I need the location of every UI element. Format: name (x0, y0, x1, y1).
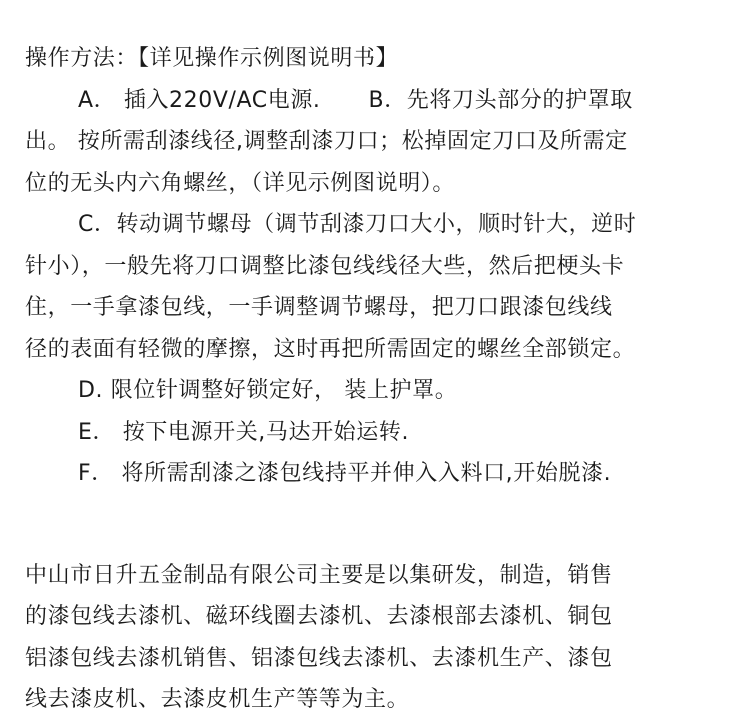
company-line-1: 中山市日升五金制品有限公司主要是以集研发，制造，销售 (25, 562, 613, 588)
step-f: F． 将所需刮漆之漆包线持平并伸入入料口,开始脱漆. (78, 461, 612, 486)
instructions-heading: 操作方法：【详见操作示例图说明书】 (25, 46, 399, 71)
step-c-line-3: 住，一手拿漆包线，一手调整调节螺母，把刀口跟漆包线线 (25, 295, 613, 320)
step-d: D. 限位针调整好锁定好， 装上护罩。 (78, 378, 458, 403)
step-c-line-4: 径的表面有轻微的摩擦，这时再把所需固定的螺丝全部锁定。 (25, 336, 636, 362)
step-a-b-line-1 (25, 80, 737, 122)
document-body (25, 38, 737, 721)
step-b-line-2: 出。 按所需刮漆线径,调整刮漆刀口；松掉固定刀口及所需定 (25, 129, 628, 154)
step-c-line-1: C．转动调节螺母（调节刮漆刀口大小，顺时针大，逆时 (78, 212, 637, 237)
step-b-text: B．先将刀头部分的护罩取 (368, 87, 633, 113)
step-e: E． 按下电源开关,马达开始运转. (78, 419, 410, 445)
step-a-text: A． 插入220V/AC电源. (78, 87, 321, 113)
section-gap (25, 495, 737, 555)
company-line-3: 铝漆包线去漆机销售、铝漆包线去漆机、去漆机生产、漆包 (25, 645, 613, 671)
step-c-line-2: 针小），一般先将刀口调整比漆包线线径大些，然后把梗头卡 (25, 253, 625, 279)
step-b-line-3: 位的无头内六角螺丝，（详见示例图说明）。 (25, 170, 456, 196)
company-line-2: 的漆包线去漆机、磁环线圈去漆机、去漆根部去漆机、铜包 (25, 604, 613, 629)
company-line-4: 线去漆皮机、去漆皮机生产等等为主。 (25, 687, 410, 712)
